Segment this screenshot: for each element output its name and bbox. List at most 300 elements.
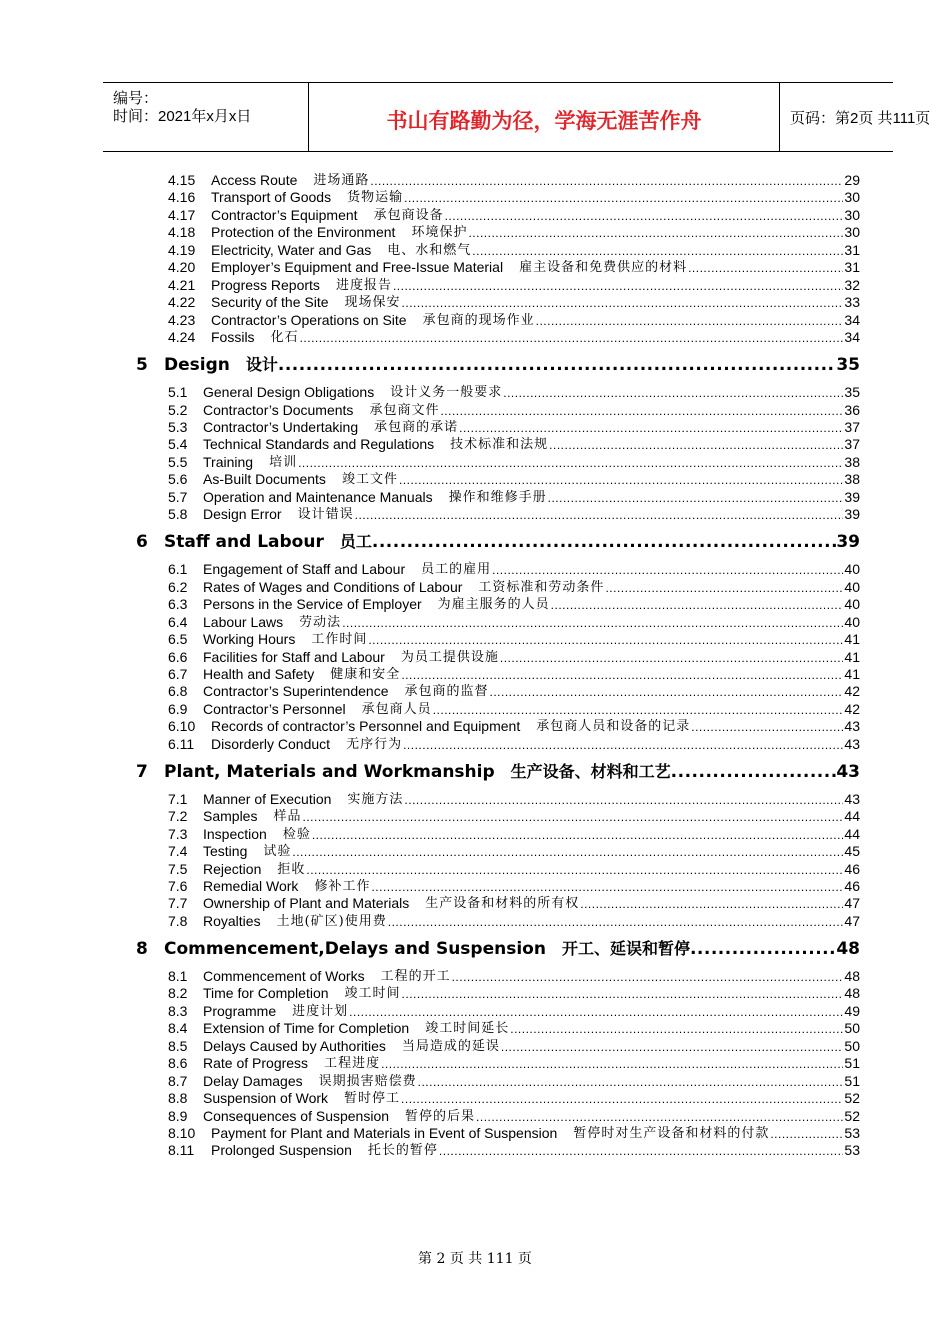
- item-number: 8.11: [168, 1142, 195, 1159]
- item-page-number: 38: [844, 471, 860, 488]
- item-title-zh: 培训: [269, 454, 298, 470]
- dot-leader: [401, 1090, 843, 1107]
- toc-item-8.11[interactable]: [168, 1142, 860, 1159]
- item-page-number: 36: [844, 401, 860, 418]
- item-title-zh: 暂停的后果: [405, 1108, 476, 1124]
- item-title: Payment for Plant and Materials in Event of Suspension: [211, 1124, 558, 1141]
- item-title-zh: 员工的雇用: [421, 562, 492, 578]
- item-title: Remedial Work: [203, 878, 299, 894]
- item-number: 4.17: [168, 206, 196, 223]
- toc-chapter-5[interactable]: [136, 354, 860, 376]
- header-meta: [103, 83, 308, 151]
- item-number: 8.6: [168, 1055, 188, 1072]
- item-number: 6.1: [168, 561, 188, 578]
- item-page-number: 34: [844, 329, 860, 345]
- dot-leader: [399, 471, 843, 488]
- item-page-number: 40: [844, 613, 860, 630]
- item-title-zh: 承包商文件: [369, 402, 440, 418]
- item-title-zh: 设计义务一般要求: [390, 385, 503, 400]
- item-title-zh: 当局造成的延误: [401, 1038, 500, 1054]
- dot-leader: [402, 294, 844, 311]
- toc-item-7.7[interactable]: [168, 895, 860, 912]
- dot-leader: [468, 224, 843, 241]
- item-title-zh: 生产设备和材料的所有权: [425, 896, 580, 912]
- dot-leader: [433, 701, 844, 718]
- item-title: Contractor’s Equipment: [211, 206, 358, 223]
- toc-item-6.2[interactable]: [168, 579, 860, 596]
- dot-leader: [492, 561, 843, 578]
- dot-leader: [355, 506, 844, 523]
- dot-leader: [388, 913, 844, 930]
- item-title: Security of the Site: [211, 294, 329, 311]
- toc-item-7.8[interactable]: [168, 913, 860, 930]
- item-title-zh: 化石: [270, 330, 299, 345]
- toc-item-5.5[interactable]: [168, 454, 860, 471]
- toc-item-5.7[interactable]: [168, 489, 860, 506]
- item-title-zh: 环境保护: [411, 225, 468, 241]
- dot-leader: [671, 761, 837, 783]
- item-number: 6.7: [168, 665, 188, 682]
- item-page-number: 52: [844, 1090, 860, 1106]
- item-number: 4.24: [168, 329, 196, 345]
- item-page-number: 53: [844, 1124, 860, 1141]
- dot-leader: [440, 402, 843, 419]
- item-title: Delays Caused by Authorities: [203, 1037, 386, 1054]
- toc-item-6.6[interactable]: [168, 649, 860, 666]
- toc-item-6.9[interactable]: [168, 701, 860, 718]
- item-page-number: 40: [844, 596, 860, 613]
- toc-item-6.3[interactable]: [168, 596, 860, 613]
- item-number: 5.5: [168, 453, 188, 470]
- item-page-number: 39: [844, 506, 860, 523]
- item-number: 7.1: [168, 790, 188, 807]
- item-page-number: 47: [844, 912, 860, 929]
- item-page-number: 41: [844, 631, 860, 647]
- item-number: 4.23: [168, 311, 196, 328]
- item-title-zh: 承包商人员: [361, 701, 432, 717]
- item-title: Engagement of Staff and Labour: [203, 561, 406, 578]
- item-page-number: 51: [844, 1072, 860, 1089]
- item-title-zh: 承包商的现场作业: [422, 312, 535, 328]
- item-title-zh: 托长的暂停: [367, 1143, 438, 1159]
- item-title-zh: 货物运输: [347, 190, 404, 206]
- item-title: Training: [203, 453, 254, 470]
- item-number: 6.5: [168, 631, 188, 647]
- item-title: Inspection: [203, 825, 267, 842]
- dot-leader: [459, 419, 843, 436]
- item-title-zh: 工程的开工: [380, 968, 451, 984]
- dot-leader: [691, 718, 843, 735]
- item-title-zh: 拒收: [277, 861, 306, 877]
- toc-item-6.5[interactable]: [168, 631, 860, 648]
- item-page-number: 30: [844, 189, 860, 206]
- item-page-number: 52: [844, 1107, 860, 1124]
- item-page-number: 34: [844, 311, 860, 328]
- item-page-number: 49: [844, 1002, 860, 1019]
- dot-leader: [549, 436, 843, 453]
- item-number: 7.3: [168, 825, 188, 842]
- item-number: 6.4: [168, 613, 188, 630]
- item-title: Suspension of Work: [203, 1090, 329, 1106]
- item-title-zh: 暂停时对生产设备和材料的付款: [573, 1125, 770, 1141]
- dot-leader: [349, 1003, 843, 1020]
- dot-leader: [490, 683, 844, 700]
- item-page-number: 29: [844, 172, 860, 188]
- dot-leader: [404, 791, 843, 808]
- toc-item-4.17[interactable]: [168, 207, 860, 224]
- toc-item-5.1[interactable]: [168, 384, 860, 401]
- item-title-zh: 承包商人员和设备的记录: [536, 719, 691, 735]
- toc-item-8.1[interactable]: [168, 968, 860, 985]
- item-page-number: 43: [844, 790, 860, 807]
- item-number: 4.18: [168, 224, 196, 241]
- chapter-title: Plant, Materials and Workmanship: [164, 761, 495, 782]
- item-title: Access Route: [211, 172, 298, 188]
- toc-chapter-6[interactable]: [136, 531, 860, 553]
- item-title: Protection of the Environment: [211, 224, 396, 241]
- item-number: 7.8: [168, 912, 188, 929]
- toc-item-6.11[interactable]: [168, 736, 860, 753]
- dot-leader: [501, 1038, 844, 1055]
- header-motto-cell: [308, 83, 780, 151]
- toc-item-4.16[interactable]: [168, 189, 860, 206]
- item-title: Royalties: [203, 912, 261, 929]
- dot-leader: [403, 736, 843, 753]
- item-number: 8.7: [168, 1072, 188, 1089]
- item-title-zh: 工作时间: [311, 632, 368, 647]
- toc-item-4.15[interactable]: [168, 172, 860, 189]
- item-title: Consequences of Suspension: [203, 1107, 390, 1124]
- item-title: Facilities for Staff and Labour: [203, 648, 385, 665]
- toc-item-8.10[interactable]: [168, 1125, 860, 1142]
- item-title: As-Built Documents: [203, 471, 326, 488]
- item-number: 5.8: [168, 506, 188, 523]
- item-page-number: 37: [844, 418, 860, 435]
- item-title: Manner of Execution: [203, 790, 332, 807]
- item-title-zh: 竣工时间: [344, 986, 401, 1002]
- chapter-title-zh: 员工: [339, 532, 372, 552]
- serial-label: 编号：: [113, 90, 159, 107]
- item-page-number: 33: [844, 294, 860, 311]
- item-title: Time for Completion: [203, 985, 329, 1002]
- item-number: 5.3: [168, 418, 188, 435]
- item-number: 8.4: [168, 1020, 188, 1037]
- toc-item-4.19[interactable]: [168, 242, 860, 259]
- dot-leader: [472, 242, 843, 259]
- toc-item-8.7[interactable]: [168, 1073, 860, 1090]
- item-title-zh: 现场保安: [344, 295, 401, 311]
- item-title-zh: 样品: [273, 809, 302, 825]
- dot-leader: [536, 312, 844, 329]
- item-number: 6.6: [168, 648, 188, 665]
- toc-item-4.18[interactable]: [168, 224, 860, 241]
- item-title-zh: 修补工作: [314, 879, 371, 894]
- item-title: Contractor’s Documents: [203, 401, 354, 418]
- item-title: Delay Damages: [203, 1072, 303, 1089]
- item-page-number: 48: [844, 967, 860, 984]
- item-number: 4.19: [168, 241, 196, 258]
- item-title: Contractor’s Undertaking: [203, 418, 359, 435]
- item-title: General Design Obligations: [203, 384, 375, 400]
- toc-item-5.6[interactable]: [168, 471, 860, 488]
- item-page-number: 42: [844, 683, 860, 700]
- item-title-zh: 承包商的监督: [404, 684, 489, 700]
- item-number: 4.22: [168, 294, 196, 311]
- toc-item-8.8[interactable]: [168, 1090, 860, 1107]
- item-title: Contractor’s Superintendence: [203, 683, 389, 700]
- item-title: Health and Safety: [203, 665, 315, 682]
- item-number: 6.2: [168, 578, 188, 595]
- item-page-number: 40: [844, 561, 860, 578]
- item-page-number: 31: [844, 241, 860, 258]
- dot-leader: [548, 489, 844, 506]
- item-title: Programme: [203, 1002, 277, 1019]
- chapter-title: Staff and Labour: [164, 532, 324, 553]
- chapter-page-number: 35: [836, 355, 860, 376]
- item-number: 5.7: [168, 488, 188, 505]
- chapter-title-zh: 生产设备、材料和工艺: [510, 761, 671, 781]
- item-number: 6.11: [168, 735, 195, 752]
- toc-item-6.10[interactable]: [168, 718, 860, 735]
- item-title-zh: 操作和维修手册: [448, 489, 547, 505]
- item-title-zh: 误期损害赔偿费: [318, 1073, 417, 1089]
- toc-item-5.4[interactable]: [168, 436, 860, 453]
- dot-leader: [476, 1108, 843, 1125]
- item-number: 8.10: [168, 1124, 196, 1141]
- item-page-number: 47: [844, 895, 860, 912]
- item-title-zh: 无序行为: [346, 736, 403, 752]
- dot-leader: [402, 985, 844, 1002]
- item-page-number: 48: [844, 985, 860, 1002]
- chapter-title-zh: 设计: [245, 355, 278, 375]
- dot-leader: [445, 207, 844, 224]
- item-title: Design Error: [203, 506, 282, 523]
- item-title-zh: 电、水和燃气: [387, 242, 472, 258]
- dot-leader: [292, 843, 843, 860]
- toc-item-4.22[interactable]: [168, 294, 860, 311]
- item-title: Technical Standards and Regulations: [203, 436, 435, 453]
- toc-item-8.5[interactable]: [168, 1038, 860, 1055]
- chapter-number: 8: [136, 938, 148, 959]
- toc-item-4.24[interactable]: [168, 329, 860, 346]
- item-page-number: 41: [844, 665, 860, 682]
- toc-item-6.4[interactable]: [168, 614, 860, 631]
- item-page-number: 30: [844, 206, 860, 223]
- time-label: 时间：2021年x月x日: [113, 108, 252, 125]
- item-title-zh: 竣工文件: [341, 472, 398, 488]
- dot-leader: [401, 666, 843, 683]
- item-page-number: 46: [844, 878, 860, 894]
- dot-leader: [372, 531, 836, 553]
- item-title-zh: 设计错误: [297, 507, 354, 523]
- item-title: Ownership of Plant and Materials: [203, 895, 410, 912]
- item-number: 8.9: [168, 1107, 188, 1124]
- item-title-zh: 实施方法: [347, 791, 404, 807]
- page-footer: 第 2 页 共 111 页: [418, 1251, 532, 1267]
- item-page-number: 42: [844, 700, 860, 717]
- chapter-page-number: 43: [836, 761, 860, 782]
- toc-item-6.1[interactable]: [168, 561, 860, 578]
- item-page-number: 40: [844, 578, 860, 595]
- toc-item-7.3[interactable]: [168, 826, 860, 843]
- toc-item-7.5[interactable]: [168, 861, 860, 878]
- toc-item-6.8[interactable]: [168, 683, 860, 700]
- dot-leader: [278, 354, 836, 376]
- item-page-number: 38: [844, 453, 860, 470]
- dot-leader: [306, 861, 843, 878]
- item-title: Testing: [203, 843, 248, 860]
- item-title-zh: 劳动法: [299, 614, 342, 630]
- item-number: 4.16: [168, 189, 196, 206]
- item-number: 8.5: [168, 1037, 188, 1054]
- item-number: 8.2: [168, 985, 188, 1002]
- item-title: Contractor’s Personnel: [203, 700, 346, 717]
- toc-item-7.4[interactable]: [168, 843, 860, 860]
- item-title-zh: 健康和安全: [330, 666, 401, 682]
- item-number: 7.5: [168, 860, 188, 877]
- item-title-zh: 雇主设备和免费供应的材料: [519, 260, 688, 276]
- item-title: Operation and Maintenance Manuals: [203, 488, 433, 505]
- item-title: Prolonged Suspension: [211, 1142, 352, 1159]
- item-page-number: 50: [844, 1037, 860, 1054]
- item-number: 4.21: [168, 276, 196, 293]
- item-title: Progress Reports: [211, 276, 320, 293]
- toc-item-8.4[interactable]: [168, 1020, 860, 1037]
- item-number: 5.6: [168, 471, 188, 488]
- header-page-label: 页码：第2页 共111页: [790, 110, 931, 127]
- toc-item-7.6[interactable]: [168, 878, 860, 895]
- item-number: 8.1: [168, 967, 188, 984]
- toc-item-5.3[interactable]: [168, 419, 860, 436]
- item-number: 6.8: [168, 683, 188, 700]
- item-page-number: 44: [844, 825, 860, 842]
- item-title: Rate of Progress: [203, 1055, 309, 1072]
- toc-item-6.7[interactable]: [168, 666, 860, 683]
- item-title-zh: 土地(矿区)使用费: [276, 913, 387, 929]
- dot-leader: [551, 596, 844, 613]
- item-page-number: 30: [844, 224, 860, 241]
- dot-leader: [312, 826, 844, 843]
- item-page-number: 32: [844, 276, 860, 293]
- dot-leader: [381, 1055, 843, 1072]
- chapter-title: Design: [164, 355, 230, 376]
- dot-leader: [439, 1142, 844, 1159]
- toc-chapter-7[interactable]: [136, 761, 860, 783]
- item-number: 7.7: [168, 895, 188, 912]
- item-title: Persons in the Service of Employer: [203, 596, 422, 613]
- item-number: 6.10: [168, 718, 196, 735]
- item-number: 7.2: [168, 808, 188, 825]
- item-title-zh: 承包商设备: [373, 207, 444, 223]
- toc-item-4.21[interactable]: [168, 277, 860, 294]
- item-page-number: 53: [844, 1142, 860, 1159]
- item-number: 8.3: [168, 1002, 188, 1019]
- dot-leader: [503, 384, 843, 401]
- item-title-zh: 技术标准和法规: [450, 437, 549, 453]
- header-motto: 书山有路勤为径，学海无涯苦作舟: [386, 109, 702, 133]
- item-number: 7.6: [168, 878, 188, 894]
- item-number: 4.20: [168, 259, 196, 276]
- item-title-zh: 进场通路: [313, 173, 370, 188]
- item-page-number: 46: [844, 860, 860, 877]
- item-title: Rates of Wages and Conditions of Labour: [203, 578, 463, 595]
- toc-item-8.9[interactable]: [168, 1108, 860, 1125]
- item-page-number: 41: [844, 648, 860, 665]
- chapter-title: Commencement,Delays and Suspension: [164, 938, 546, 959]
- item-page-number: 44: [844, 808, 860, 825]
- item-number: 6.9: [168, 700, 188, 717]
- toc-item-5.2[interactable]: [168, 402, 860, 419]
- toc-item-7.1[interactable]: [168, 791, 860, 808]
- toc-item-8.2[interactable]: [168, 985, 860, 1002]
- toc-item-4.20[interactable]: [168, 259, 860, 276]
- item-title: Transport of Goods: [211, 189, 332, 206]
- dot-leader: [342, 614, 843, 631]
- item-title-zh: 进度报告: [335, 277, 392, 293]
- item-title: Rejection: [203, 860, 262, 877]
- item-title-zh: 为雇主服务的人员: [437, 597, 550, 613]
- item-title-zh: 检验: [282, 826, 311, 842]
- item-page-number: 39: [844, 488, 860, 505]
- dot-leader: [393, 277, 843, 294]
- item-title-zh: 为员工提供设施: [400, 649, 499, 665]
- dot-leader: [688, 259, 843, 276]
- item-title: Disorderly Conduct: [211, 735, 331, 752]
- item-page-number: 43: [844, 735, 860, 752]
- dot-leader: [452, 968, 844, 985]
- dot-leader: [500, 649, 844, 666]
- item-title: Employer’s Equipment and Free-Issue Material: [211, 259, 504, 276]
- item-title: Contractor’s Operations on Site: [211, 311, 407, 328]
- chapter-number: 5: [136, 355, 148, 376]
- item-title: Labour Laws: [203, 613, 284, 630]
- dot-leader: [371, 878, 843, 895]
- item-title-zh: 工程进度: [324, 1056, 381, 1072]
- dot-leader: [690, 938, 836, 960]
- chapter-number: 6: [136, 532, 148, 553]
- chapter-page-number: 39: [836, 532, 860, 553]
- item-title: Extension of Time for Completion: [203, 1020, 410, 1037]
- dot-leader: [580, 895, 843, 912]
- item-page-number: 35: [844, 384, 860, 400]
- dot-leader: [605, 579, 843, 596]
- toc-item-8.6[interactable]: [168, 1055, 860, 1072]
- item-page-number: 31: [844, 259, 860, 276]
- item-title: Working Hours: [203, 631, 296, 647]
- dot-leader: [404, 189, 843, 206]
- item-number: 5.1: [168, 384, 188, 400]
- toc-item-4.23[interactable]: [168, 312, 860, 329]
- toc-item-8.3[interactable]: [168, 1003, 860, 1020]
- item-number: 5.4: [168, 436, 188, 453]
- item-title-zh: 进度计划: [292, 1003, 349, 1019]
- chapter-page-number: 48: [836, 938, 860, 959]
- item-number: 4.15: [168, 172, 196, 188]
- item-title-zh: 试验: [263, 844, 292, 860]
- dot-leader: [302, 808, 843, 825]
- item-page-number: 51: [844, 1055, 860, 1072]
- toc-item-5.8[interactable]: [168, 506, 860, 523]
- item-title-zh: 承包商的承诺: [374, 419, 459, 435]
- item-page-number: 37: [844, 436, 860, 453]
- dot-leader: [298, 454, 843, 471]
- toc-chapter-8[interactable]: [136, 938, 860, 960]
- dot-leader: [770, 1125, 843, 1142]
- dot-leader: [300, 329, 844, 346]
- dot-leader: [370, 172, 843, 189]
- toc-item-7.2[interactable]: [168, 808, 860, 825]
- dot-leader: [368, 631, 843, 648]
